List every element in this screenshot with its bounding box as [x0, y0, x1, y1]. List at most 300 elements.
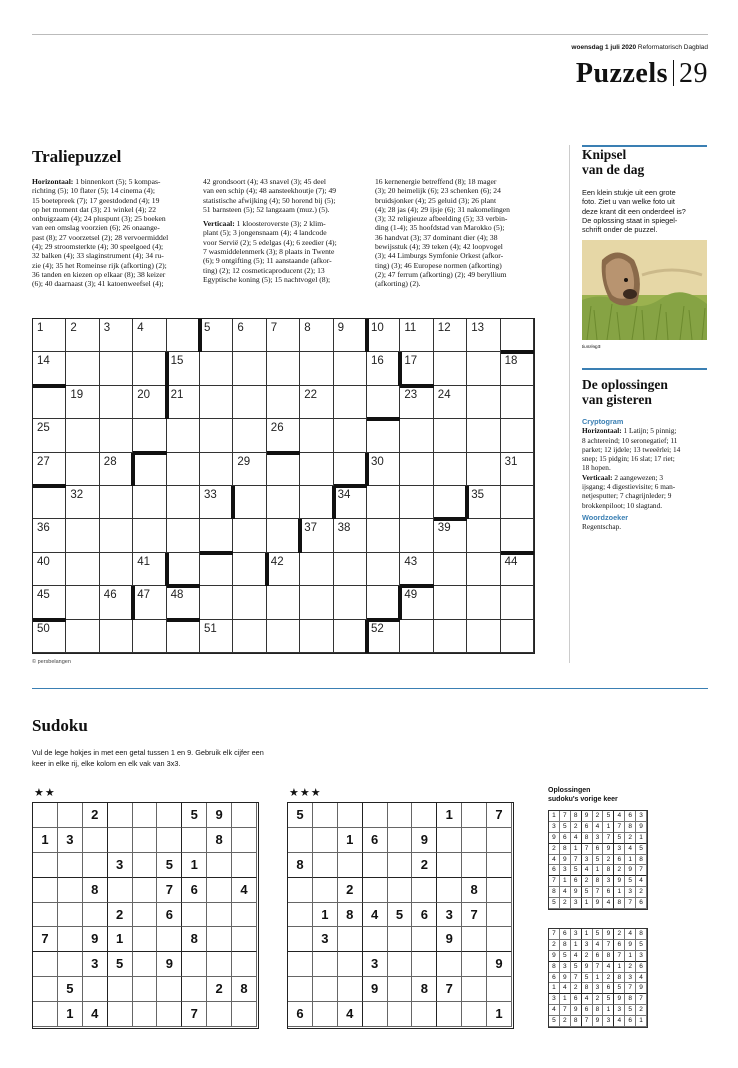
- sudoku-cell[interactable]: [33, 903, 58, 928]
- grid-cell[interactable]: [367, 419, 400, 452]
- sudoku-cell[interactable]: [133, 903, 158, 928]
- grid-cell[interactable]: 22: [300, 386, 333, 419]
- sudoku-cell[interactable]: [108, 878, 133, 903]
- sudoku-cell[interactable]: [412, 927, 437, 952]
- sudoku-cell[interactable]: 3: [108, 853, 133, 878]
- sudoku-cell[interactable]: [58, 927, 83, 952]
- grid-cell[interactable]: [300, 586, 333, 619]
- grid-cell[interactable]: [66, 620, 99, 653]
- grid-cell[interactable]: [334, 386, 367, 419]
- sudoku-cell[interactable]: [487, 903, 512, 928]
- sudoku-cell[interactable]: 1: [338, 828, 363, 853]
- grid-cell[interactable]: [200, 386, 233, 419]
- grid-cell[interactable]: 31: [501, 453, 534, 486]
- sudoku-cell[interactable]: [157, 977, 182, 1002]
- grid-cell[interactable]: [100, 386, 133, 419]
- sudoku-cell[interactable]: [487, 828, 512, 853]
- grid-cell[interactable]: [400, 419, 433, 452]
- grid-cell[interactable]: [167, 519, 200, 552]
- sudoku-cell[interactable]: 9: [207, 803, 232, 828]
- sudoku-cell[interactable]: [338, 927, 363, 952]
- sudoku-cell[interactable]: [133, 1002, 158, 1027]
- sudoku-cell[interactable]: [182, 977, 207, 1002]
- sudoku-cell[interactable]: 3: [363, 952, 388, 977]
- grid-cell[interactable]: 19: [66, 386, 99, 419]
- grid-cell[interactable]: 45: [33, 586, 66, 619]
- sudoku-cell[interactable]: 2: [207, 977, 232, 1002]
- grid-cell[interactable]: [200, 352, 233, 385]
- grid-cell[interactable]: 26: [267, 419, 300, 452]
- sudoku-cell[interactable]: [313, 977, 338, 1002]
- sudoku-cell[interactable]: [33, 853, 58, 878]
- sudoku-cell[interactable]: [33, 1002, 58, 1027]
- sudoku-cell[interactable]: [133, 803, 158, 828]
- grid-cell[interactable]: 37: [300, 519, 333, 552]
- sudoku-cell[interactable]: [388, 1002, 413, 1027]
- sudoku-cell[interactable]: 6: [412, 903, 437, 928]
- sudoku-cell[interactable]: 5: [388, 903, 413, 928]
- sudoku-cell[interactable]: [58, 878, 83, 903]
- sudoku-cell[interactable]: [462, 977, 487, 1002]
- sudoku-cell[interactable]: [157, 828, 182, 853]
- grid-cell[interactable]: 42: [267, 553, 300, 586]
- sudoku-cell[interactable]: 1: [437, 803, 462, 828]
- sudoku-cell[interactable]: 7: [437, 977, 462, 1002]
- grid-cell[interactable]: [300, 453, 333, 486]
- grid-cell[interactable]: [66, 553, 99, 586]
- grid-cell[interactable]: [233, 486, 266, 519]
- sudoku-cell[interactable]: [313, 1002, 338, 1027]
- sudoku-cell[interactable]: 8: [288, 853, 313, 878]
- sudoku-cell[interactable]: 7: [462, 903, 487, 928]
- grid-cell[interactable]: [100, 553, 133, 586]
- sudoku-cell[interactable]: 3: [58, 828, 83, 853]
- grid-cell[interactable]: 6: [233, 319, 266, 352]
- grid-cell[interactable]: 28: [100, 453, 133, 486]
- grid-cell[interactable]: [434, 453, 467, 486]
- grid-cell[interactable]: [400, 486, 433, 519]
- grid-cell[interactable]: 8: [300, 319, 333, 352]
- grid-cell[interactable]: 49: [400, 586, 433, 619]
- sudoku-cell[interactable]: [288, 903, 313, 928]
- grid-cell[interactable]: [66, 586, 99, 619]
- grid-cell[interactable]: [100, 620, 133, 653]
- grid-cell[interactable]: [434, 553, 467, 586]
- sudoku-cell[interactable]: 9: [437, 927, 462, 952]
- grid-cell[interactable]: [66, 519, 99, 552]
- grid-cell[interactable]: 34: [334, 486, 367, 519]
- sudoku-cell[interactable]: [133, 927, 158, 952]
- sudoku-cell[interactable]: 8: [207, 828, 232, 853]
- grid-cell[interactable]: [300, 620, 333, 653]
- sudoku-cell[interactable]: [133, 828, 158, 853]
- grid-cell[interactable]: 38: [334, 519, 367, 552]
- sudoku-cell[interactable]: [157, 1002, 182, 1027]
- grid-cell[interactable]: [200, 453, 233, 486]
- grid-cell[interactable]: [267, 519, 300, 552]
- grid-cell[interactable]: [233, 553, 266, 586]
- grid-cell[interactable]: 51: [200, 620, 233, 653]
- sudoku-cell[interactable]: [232, 927, 257, 952]
- sudoku-cell[interactable]: [288, 828, 313, 853]
- grid-cell[interactable]: 5: [200, 319, 233, 352]
- sudoku-cell[interactable]: [232, 1002, 257, 1027]
- grid-cell[interactable]: [501, 620, 534, 653]
- grid-cell[interactable]: [501, 519, 534, 552]
- grid-cell[interactable]: 44: [501, 553, 534, 586]
- sudoku-cell[interactable]: [83, 903, 108, 928]
- sudoku-cell[interactable]: [388, 927, 413, 952]
- grid-cell[interactable]: 39: [434, 519, 467, 552]
- sudoku-cell[interactable]: 9: [412, 828, 437, 853]
- sudoku-cell[interactable]: 9: [363, 977, 388, 1002]
- sudoku-cell[interactable]: [338, 952, 363, 977]
- grid-cell[interactable]: [133, 352, 166, 385]
- sudoku-cell[interactable]: 1: [182, 853, 207, 878]
- sudoku-cell[interactable]: [338, 977, 363, 1002]
- grid-cell[interactable]: [233, 419, 266, 452]
- sudoku-cell[interactable]: [33, 803, 58, 828]
- grid-cell[interactable]: [467, 352, 500, 385]
- sudoku-cell[interactable]: [462, 1002, 487, 1027]
- sudoku-cell[interactable]: 3: [437, 903, 462, 928]
- sudoku-cell[interactable]: 1: [58, 1002, 83, 1027]
- sudoku-cell[interactable]: 1: [33, 828, 58, 853]
- sudoku-cell[interactable]: [437, 878, 462, 903]
- sudoku-cell[interactable]: 1: [487, 1002, 512, 1027]
- sudoku-cell[interactable]: [58, 803, 83, 828]
- sudoku-cell[interactable]: [207, 927, 232, 952]
- grid-cell[interactable]: [367, 553, 400, 586]
- sudoku-cell[interactable]: 8: [338, 903, 363, 928]
- sudoku-cell[interactable]: 9: [487, 952, 512, 977]
- grid-cell[interactable]: 41: [133, 553, 166, 586]
- sudoku-cell[interactable]: [437, 1002, 462, 1027]
- grid-cell[interactable]: [334, 352, 367, 385]
- grid-cell[interactable]: [501, 486, 534, 519]
- grid-cell[interactable]: [100, 519, 133, 552]
- sudoku-cell[interactable]: [58, 853, 83, 878]
- grid-cell[interactable]: [66, 419, 99, 452]
- grid-cell[interactable]: [100, 486, 133, 519]
- grid-cell[interactable]: [367, 486, 400, 519]
- sudoku-cell[interactable]: 5: [108, 952, 133, 977]
- sudoku-cell[interactable]: [363, 803, 388, 828]
- grid-cell[interactable]: [434, 586, 467, 619]
- sudoku-cell[interactable]: [313, 952, 338, 977]
- grid-cell[interactable]: [233, 586, 266, 619]
- grid-cell[interactable]: [467, 453, 500, 486]
- grid-cell[interactable]: [367, 386, 400, 419]
- grid-cell[interactable]: [233, 352, 266, 385]
- sudoku-cell[interactable]: 8: [83, 878, 108, 903]
- grid-cell[interactable]: [267, 486, 300, 519]
- sudoku-cell[interactable]: [313, 828, 338, 853]
- grid-cell[interactable]: [66, 453, 99, 486]
- sudoku-cell[interactable]: 4: [338, 1002, 363, 1027]
- sudoku-cell[interactable]: [462, 952, 487, 977]
- sudoku-cell[interactable]: [108, 803, 133, 828]
- sudoku-cell[interactable]: 7: [487, 803, 512, 828]
- sudoku-cell[interactable]: [133, 977, 158, 1002]
- grid-cell[interactable]: [200, 419, 233, 452]
- grid-cell[interactable]: [334, 620, 367, 653]
- grid-cell[interactable]: [467, 419, 500, 452]
- sudoku-cell[interactable]: [232, 853, 257, 878]
- sudoku-cell[interactable]: [412, 878, 437, 903]
- grid-cell[interactable]: 10: [367, 319, 400, 352]
- sudoku-cell[interactable]: [412, 1002, 437, 1027]
- grid-cell[interactable]: 16: [367, 352, 400, 385]
- sudoku-cell[interactable]: [33, 952, 58, 977]
- sudoku-cell[interactable]: 1: [108, 927, 133, 952]
- sudoku-cell[interactable]: [363, 927, 388, 952]
- sudoku-cell[interactable]: [313, 803, 338, 828]
- grid-cell[interactable]: 40: [33, 553, 66, 586]
- grid-cell[interactable]: 2: [66, 319, 99, 352]
- grid-cell[interactable]: 27: [33, 453, 66, 486]
- sudoku-cell[interactable]: [207, 952, 232, 977]
- sudoku-cell[interactable]: 8: [462, 878, 487, 903]
- grid-cell[interactable]: [300, 352, 333, 385]
- grid-cell[interactable]: [300, 486, 333, 519]
- sudoku-cell[interactable]: [437, 828, 462, 853]
- sudoku-cell[interactable]: [462, 853, 487, 878]
- grid-cell[interactable]: [334, 586, 367, 619]
- sudoku-cell[interactable]: 5: [58, 977, 83, 1002]
- grid-cell[interactable]: [33, 386, 66, 419]
- grid-cell[interactable]: 12: [434, 319, 467, 352]
- grid-cell[interactable]: 33: [200, 486, 233, 519]
- grid-cell[interactable]: [100, 419, 133, 452]
- grid-cell[interactable]: 29: [233, 453, 266, 486]
- sudoku-cell[interactable]: [388, 952, 413, 977]
- sudoku-cell[interactable]: [207, 878, 232, 903]
- sudoku-cell[interactable]: 2: [108, 903, 133, 928]
- grid-cell[interactable]: 24: [434, 386, 467, 419]
- sudoku-cell[interactable]: 9: [83, 927, 108, 952]
- grid-cell[interactable]: 43: [400, 553, 433, 586]
- grid-cell[interactable]: [167, 453, 200, 486]
- sudoku-cell[interactable]: 6: [363, 828, 388, 853]
- sudoku-cell[interactable]: [207, 1002, 232, 1027]
- sudoku-cell[interactable]: 3: [83, 952, 108, 977]
- grid-cell[interactable]: [467, 553, 500, 586]
- grid-cell[interactable]: [267, 620, 300, 653]
- sudoku-cell[interactable]: 6: [288, 1002, 313, 1027]
- grid-cell[interactable]: [133, 419, 166, 452]
- grid-cell[interactable]: [434, 486, 467, 519]
- sudoku-cell[interactable]: [108, 828, 133, 853]
- sudoku-cell[interactable]: 7: [33, 927, 58, 952]
- sudoku-cell[interactable]: 7: [182, 1002, 207, 1027]
- grid-cell[interactable]: [400, 519, 433, 552]
- grid-cell[interactable]: 14: [33, 352, 66, 385]
- grid-cell[interactable]: 50: [33, 620, 66, 653]
- sudoku-cell[interactable]: [388, 977, 413, 1002]
- sudoku-cell[interactable]: [338, 853, 363, 878]
- grid-cell[interactable]: [267, 352, 300, 385]
- sudoku-cell[interactable]: [83, 828, 108, 853]
- sudoku-cell[interactable]: 3: [313, 927, 338, 952]
- sudoku-cell[interactable]: [313, 878, 338, 903]
- sudoku-cell[interactable]: 5: [288, 803, 313, 828]
- sudoku-cell[interactable]: [437, 853, 462, 878]
- grid-cell[interactable]: [267, 586, 300, 619]
- grid-cell[interactable]: [100, 352, 133, 385]
- sudoku-cell[interactable]: [33, 878, 58, 903]
- grid-cell[interactable]: 7: [267, 319, 300, 352]
- grid-cell[interactable]: 52: [367, 620, 400, 653]
- grid-cell[interactable]: 17: [400, 352, 433, 385]
- grid-cell[interactable]: [200, 586, 233, 619]
- grid-cell[interactable]: 48: [167, 586, 200, 619]
- grid-cell[interactable]: 3: [100, 319, 133, 352]
- grid-cell[interactable]: 21: [167, 386, 200, 419]
- sudoku-cell[interactable]: [58, 903, 83, 928]
- sudoku-cell[interactable]: [288, 977, 313, 1002]
- sudoku-cell[interactable]: 4: [232, 878, 257, 903]
- grid-cell[interactable]: [200, 553, 233, 586]
- sudoku-cell[interactable]: [108, 977, 133, 1002]
- sudoku-cell[interactable]: 2: [338, 878, 363, 903]
- grid-cell[interactable]: [233, 519, 266, 552]
- sudoku-cell[interactable]: [363, 853, 388, 878]
- grid-cell[interactable]: [467, 620, 500, 653]
- grid-cell[interactable]: [133, 486, 166, 519]
- grid-cell[interactable]: 20: [133, 386, 166, 419]
- grid-cell[interactable]: 9: [334, 319, 367, 352]
- grid-cell[interactable]: [467, 519, 500, 552]
- grid-cell[interactable]: [300, 553, 333, 586]
- sudoku-cell[interactable]: [487, 853, 512, 878]
- grid-cell[interactable]: [334, 553, 367, 586]
- sudoku-cell[interactable]: [182, 952, 207, 977]
- grid-cell[interactable]: 13: [467, 319, 500, 352]
- grid-cell[interactable]: [467, 386, 500, 419]
- grid-cell[interactable]: 47: [133, 586, 166, 619]
- sudoku-cell[interactable]: [412, 803, 437, 828]
- grid-cell[interactable]: [501, 386, 534, 419]
- grid-cell[interactable]: [167, 419, 200, 452]
- grid-cell[interactable]: [267, 386, 300, 419]
- sudoku-cell[interactable]: 9: [157, 952, 182, 977]
- grid-cell[interactable]: [334, 453, 367, 486]
- sudoku-cell[interactable]: 4: [363, 903, 388, 928]
- grid-cell[interactable]: [167, 319, 200, 352]
- grid-cell[interactable]: [501, 319, 534, 352]
- grid-cell[interactable]: [434, 620, 467, 653]
- grid-cell[interactable]: 1: [33, 319, 66, 352]
- sudoku-cell[interactable]: 5: [157, 853, 182, 878]
- sudoku-cell[interactable]: [437, 952, 462, 977]
- sudoku-cell[interactable]: [388, 828, 413, 853]
- grid-cell[interactable]: [400, 620, 433, 653]
- sudoku-cell[interactable]: [157, 927, 182, 952]
- grid-cell[interactable]: 15: [167, 352, 200, 385]
- sudoku-cell[interactable]: [363, 1002, 388, 1027]
- sudoku-cell[interactable]: [157, 803, 182, 828]
- grid-cell[interactable]: [367, 519, 400, 552]
- grid-cell[interactable]: [267, 453, 300, 486]
- grid-cell[interactable]: [167, 553, 200, 586]
- grid-cell[interactable]: [200, 519, 233, 552]
- grid-cell[interactable]: [167, 620, 200, 653]
- grid-cell[interactable]: [33, 486, 66, 519]
- grid-cell[interactable]: [233, 386, 266, 419]
- sudoku-cell[interactable]: 8: [232, 977, 257, 1002]
- sudoku-cell[interactable]: 5: [182, 803, 207, 828]
- grid-cell[interactable]: 4: [133, 319, 166, 352]
- sudoku-cell[interactable]: 2: [412, 853, 437, 878]
- sudoku-cell[interactable]: [83, 853, 108, 878]
- grid-cell[interactable]: [400, 453, 433, 486]
- sudoku-cell[interactable]: [232, 903, 257, 928]
- sudoku-cell[interactable]: [182, 828, 207, 853]
- sudoku-cell[interactable]: [133, 853, 158, 878]
- grid-cell[interactable]: [66, 352, 99, 385]
- sudoku-cell[interactable]: [462, 927, 487, 952]
- sudoku-cell[interactable]: 8: [182, 927, 207, 952]
- sudoku-cell[interactable]: [288, 952, 313, 977]
- sudoku-cell[interactable]: [288, 878, 313, 903]
- sudoku-cell[interactable]: [313, 853, 338, 878]
- grid-cell[interactable]: [133, 519, 166, 552]
- sudoku-cell[interactable]: 6: [182, 878, 207, 903]
- sudoku-cell[interactable]: [338, 803, 363, 828]
- sudoku-cell[interactable]: 1: [313, 903, 338, 928]
- sudoku-cell[interactable]: [232, 828, 257, 853]
- sudoku-cell[interactable]: [108, 1002, 133, 1027]
- sudoku-cell[interactable]: [487, 927, 512, 952]
- sudoku-cell[interactable]: [133, 952, 158, 977]
- grid-cell[interactable]: [133, 620, 166, 653]
- sudoku-cell[interactable]: [83, 977, 108, 1002]
- grid-cell[interactable]: 46: [100, 586, 133, 619]
- sudoku-cell[interactable]: [363, 878, 388, 903]
- grid-cell[interactable]: [501, 586, 534, 619]
- grid-cell[interactable]: [133, 453, 166, 486]
- grid-cell[interactable]: [334, 419, 367, 452]
- grid-cell[interactable]: 36: [33, 519, 66, 552]
- sudoku-cell[interactable]: [33, 977, 58, 1002]
- sudoku-cell[interactable]: [207, 853, 232, 878]
- grid-cell[interactable]: [300, 419, 333, 452]
- sudoku-cell[interactable]: [232, 952, 257, 977]
- sudoku-cell[interactable]: [388, 803, 413, 828]
- grid-cell[interactable]: 32: [66, 486, 99, 519]
- sudoku-cell[interactable]: 8: [412, 977, 437, 1002]
- grid-cell[interactable]: [467, 586, 500, 619]
- sudoku-cell[interactable]: [133, 878, 158, 903]
- sudoku-cell[interactable]: 2: [83, 803, 108, 828]
- sudoku-cell[interactable]: [487, 977, 512, 1002]
- sudoku-cell[interactable]: 4: [83, 1002, 108, 1027]
- sudoku-cell[interactable]: [462, 803, 487, 828]
- sudoku-cell[interactable]: [487, 878, 512, 903]
- grid-cell[interactable]: 25: [33, 419, 66, 452]
- grid-cell[interactable]: [167, 486, 200, 519]
- sudoku-cell[interactable]: 7: [157, 878, 182, 903]
- grid-cell[interactable]: [501, 419, 534, 452]
- grid-cell[interactable]: [434, 352, 467, 385]
- sudoku-cell[interactable]: [388, 878, 413, 903]
- sudoku-cell[interactable]: [207, 903, 232, 928]
- grid-cell[interactable]: 11: [400, 319, 433, 352]
- sudoku-cell[interactable]: [182, 903, 207, 928]
- sudoku-cell[interactable]: [58, 952, 83, 977]
- sudoku-cell[interactable]: [288, 927, 313, 952]
